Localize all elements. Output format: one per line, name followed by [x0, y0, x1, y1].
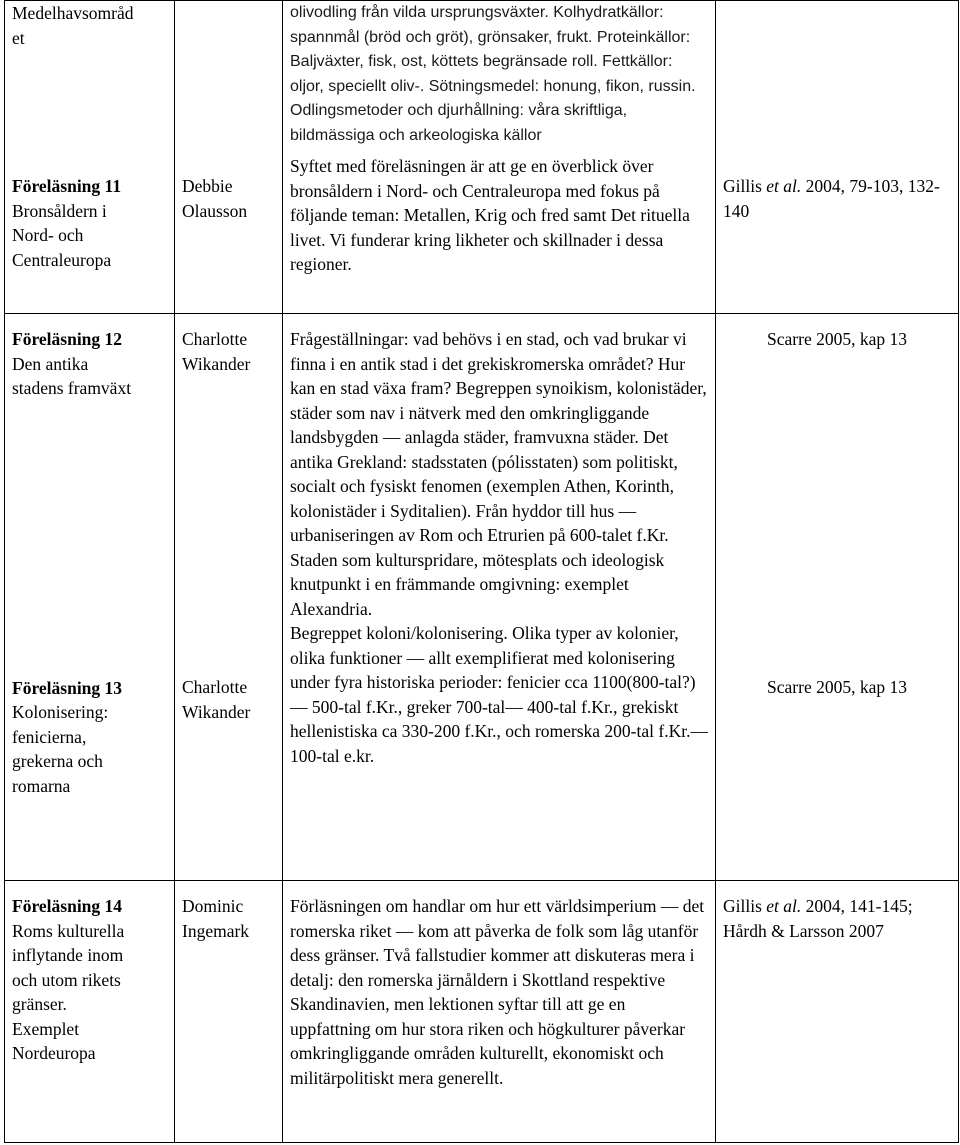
topic-cell [5, 1, 175, 314]
lecturer-line: Olausson [182, 200, 248, 221]
lecturer-cell [175, 1, 283, 314]
topic-line: stadens framväxt [12, 378, 132, 398]
topic-line: grekerna och [12, 751, 103, 771]
literature-ref: Hårdh & Larsson 2007 [723, 920, 884, 941]
topic-line: fenicierna, [12, 726, 87, 747]
literature-etal: et al. [766, 176, 802, 196]
topic-cell [5, 881, 175, 1143]
topic-line: gränser. [12, 994, 67, 1014]
literature-ref [723, 894, 951, 919]
topic-line: Nord- och [12, 225, 84, 245]
literature-cell [716, 881, 959, 1143]
lecturer-line: Wikander [182, 701, 251, 722]
lecturer-line: Charlotte [182, 329, 248, 349]
lecturer-line: Ingemark [182, 920, 250, 941]
topic-line: Roms kulturella [12, 920, 125, 941]
lecturer-line: Dominic [182, 896, 244, 916]
description-text: olivodling från vilda ursprungsväxter. Kolhydratkällor: spannmål (bröd och gröt), grönsaker, frukt. Proteinkällor: Baljväxter, fisk, ost, köttets begränsade roll. Fettkällor: oljor, speciellt oliv-. Sötningsmedel: honung, fikon, russin. Odlingsmetoder och djurhållning: våra skriftliga, bildmässiga och arkeologiska källor [290, 4, 696, 144]
lecture-heading: Föreläsning 11 [12, 176, 122, 196]
lecturer-line: Charlotte [182, 677, 248, 697]
lecturer-line: Debbie [182, 176, 233, 196]
lecture-heading: Föreläsning 14 [12, 896, 123, 916]
lecture-heading: Föreläsning 12 [12, 329, 123, 349]
lecturer-cell [175, 881, 283, 1143]
topic-line: Den antika [12, 353, 89, 374]
topic-line: Centraleuropa [12, 249, 112, 270]
description-cell [283, 881, 716, 1143]
table-row [5, 881, 959, 1143]
literature-cell [716, 1, 959, 314]
lecturer-line: Wikander [182, 353, 251, 374]
lecturer-cell [175, 314, 283, 881]
topic-line: Exemplet [12, 1018, 80, 1039]
table-row [5, 1, 959, 314]
lecture-heading: Föreläsning 13 [12, 677, 123, 698]
topic-line: Medelhavsområd [12, 3, 134, 23]
literature-author: Gillis [723, 176, 767, 196]
literature-ref: Scarre 2005, kap 13 [767, 329, 907, 349]
topic-line: Nordeuropa [12, 1043, 96, 1063]
literature-ref: Scarre 2005, kap 13 [767, 676, 907, 697]
course-schedule-table [4, 0, 959, 1143]
topic-line: romarna [12, 775, 71, 796]
table-row [5, 314, 959, 881]
description-text: Frågeställningar: vad behövs i en stad, och vad brukar vi finna i en antik stad i det grekiskromerska området? Hur kan en stad växa fram? Begreppen synoikism, kolonistäder, städer som nav i nätverk med den omkringliggande landsbygden — anlagda städer, framvuxna städer. Det antika Grekland: stadsstaten (pólisstaten) som politiskt, socialt och fysiskt fenomen (exemplen Athen, Korinth, kolonistäder i Syditalien). Från hyddor till hus — urbaniseringen av Rom och Etrurien på 600-talet f.Kr. Staden som kulturspridare, mötesplats och ideologisk knutpunkt i en främmande omgivning: exemplet Alexandria. [290, 329, 707, 619]
topic-line: et [12, 27, 25, 48]
literature-pages: 2004, 79-103, 132-140 [723, 176, 940, 221]
literature-author: Gillis [723, 896, 767, 916]
topic-line: och utom rikets [12, 969, 121, 990]
literature-etal: et al. [766, 896, 802, 916]
description-text: Begreppet koloni/kolonisering. Olika typer av kolonier, olika funktioner — allt exemplifierat med kolonisering under fyra historiska perioder: fenicier cca 1100(800-tal?)— 500-tal f.Kr., greker 700-tal— 400-tal f.Kr., grekiskt hellenistiska ca 330-200 f.Kr., och romerska 200-tal f.Kr.—100-tal e.kr. [290, 623, 708, 766]
description-text: Syftet med föreläsningen är att ge en överblick över bronsåldern i Nord- och Centraleuropa med fokus på följande teman: Metallen, Krig och fred samt Det rituella livet. Vi funderar kring likheter och skillnader i dessa regioner. [290, 156, 690, 274]
description-cell [283, 1, 716, 314]
topic-cell [5, 314, 175, 881]
topic-line: Kolonisering: [12, 702, 109, 722]
description-cell [283, 314, 716, 881]
literature-cell [716, 314, 959, 881]
topic-line: inflytande inom [12, 945, 124, 965]
topic-line: Bronsåldern i [12, 200, 107, 221]
description-text: Förläsningen om handlar om hur ett världsimperium — det romerska riket — kom att påverka de folk som låg utanför dess gränser. Två fallstudier kommer att diskuteras mera i detalj: den romerska järnåldern i Skottland respektive Skandinavien, men lektionen syftar till att ge en uppfattning om hur stora riken och högkulturer påverkar omkringliggande områden kulturellt, ekonomiskt och militärpolitiskt mera generellt. [290, 896, 705, 1088]
literature-pages: 2004, 141-145; [801, 896, 913, 916]
